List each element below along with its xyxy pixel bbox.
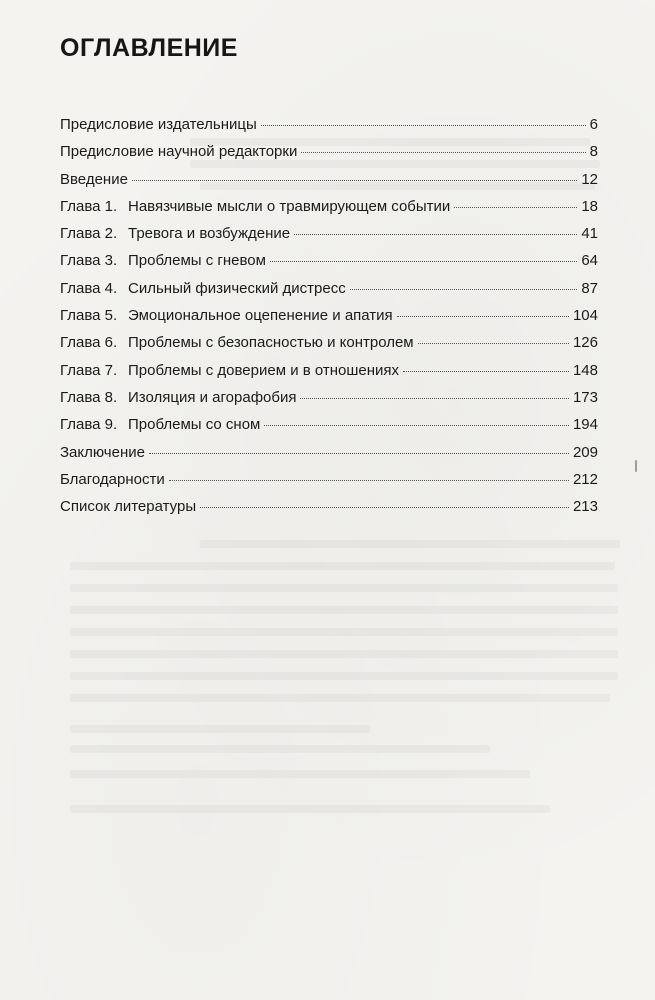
toc-entry — [60, 115, 598, 142]
toc-page-number: 41 — [581, 225, 598, 243]
dot-leader — [301, 152, 585, 153]
toc-entry — [60, 170, 598, 197]
toc-entry — [60, 251, 598, 278]
dot-leader — [397, 316, 569, 317]
toc-entry — [60, 415, 598, 442]
toc-entry-label: Изоляция и агорафобия — [128, 388, 297, 406]
toc-entry — [60, 333, 598, 360]
toc-chapter-number: Глава 8. — [60, 388, 118, 406]
dot-leader — [264, 425, 569, 426]
toc-entry-title — [60, 415, 260, 435]
toc-entry-title — [60, 251, 266, 271]
dot-leader — [169, 480, 569, 481]
show-through-line — [70, 745, 490, 753]
show-through-line — [70, 725, 370, 733]
show-through-line — [200, 540, 620, 548]
dot-leader — [270, 261, 577, 262]
toc-entry-label: Благодарности — [60, 470, 165, 488]
show-through-line — [70, 628, 618, 636]
show-through-line — [70, 805, 550, 813]
toc-page-number: 8 — [589, 143, 598, 161]
toc-page-number: 6 — [589, 116, 598, 133]
dot-leader — [350, 289, 578, 290]
toc-entry — [60, 470, 598, 497]
toc-entry-title — [60, 197, 450, 217]
dot-leader — [261, 125, 586, 126]
dot-leader — [200, 507, 569, 508]
toc-entry-title — [60, 115, 257, 135]
toc-entry-label: Проблемы с доверием и в отношениях — [128, 361, 400, 379]
toc-entry-label: Заключение — [60, 443, 145, 461]
toc-chapter-number: Глава 9. — [60, 416, 118, 434]
toc-entry-title — [60, 388, 296, 408]
toc-chapter-number: Глава 2. — [60, 225, 118, 243]
dot-leader — [418, 343, 569, 344]
toc-page-number: 209 — [572, 443, 598, 461]
toc-entry-title — [60, 279, 346, 299]
toc-chapter-number: Глава 7. — [60, 361, 118, 379]
toc-chapter-number: Глава 1. — [60, 197, 118, 215]
toc-entry-label: Проблемы со сном — [128, 416, 261, 434]
toc-entry-title — [60, 224, 290, 244]
dot-leader — [294, 234, 577, 235]
toc-entry-title — [60, 333, 414, 353]
toc-entry-title — [60, 170, 128, 190]
show-through-line — [70, 562, 615, 570]
paper-mark — [635, 460, 637, 472]
toc-page-number: 213 — [572, 498, 598, 516]
toc-entry-title — [60, 497, 196, 517]
toc-entry — [60, 142, 598, 169]
toc-page-number: 126 — [572, 334, 598, 352]
dot-leader — [300, 398, 568, 399]
toc-entry-label: Сильный физический дистресс — [128, 279, 346, 297]
toc-entry-label: Введение — [60, 170, 128, 188]
toc-page-number: 87 — [581, 279, 598, 297]
toc-page-number: 18 — [581, 197, 598, 215]
toc-entry-title — [60, 443, 145, 463]
toc-entry-label: Список литературы — [60, 498, 197, 516]
toc-page-number: 104 — [572, 307, 598, 325]
toc-entry-label: Навязчивые мысли о травмирующем событии — [128, 197, 451, 215]
dot-leader — [132, 180, 577, 181]
dot-leader — [149, 453, 569, 454]
toc-entry-label: Тревога и возбуждение — [128, 225, 291, 243]
toc-page-number: 212 — [572, 470, 598, 488]
toc-entry-title — [60, 306, 393, 326]
dot-leader — [403, 371, 569, 372]
toc-entry — [60, 497, 598, 524]
table-of-contents — [60, 115, 598, 524]
show-through-line — [70, 584, 618, 592]
toc-entry — [60, 388, 598, 415]
dot-leader — [454, 207, 577, 208]
show-through-line — [70, 694, 610, 702]
show-through-line — [70, 606, 618, 614]
toc-entry — [60, 279, 598, 306]
toc-chapter-number: Глава 3. — [60, 252, 118, 270]
toc-entry-title — [60, 361, 399, 381]
toc-entry-label: Проблемы с безопасностью и контролем — [128, 334, 414, 352]
toc-chapter-number: Глава 5. — [60, 307, 118, 325]
toc-page-number: 64 — [581, 252, 598, 270]
show-through-line — [70, 650, 618, 658]
toc-entry — [60, 197, 598, 224]
toc-page-number: 148 — [572, 361, 598, 379]
toc-entry-label: Эмоциональное оцепенение и апатия — [128, 307, 393, 325]
toc-entry — [60, 443, 598, 470]
toc-entry-title — [60, 142, 297, 162]
toc-entry-title — [60, 470, 165, 490]
toc-entry — [60, 361, 598, 388]
toc-chapter-number: Глава 4. — [60, 279, 118, 297]
toc-page-number: 173 — [572, 388, 598, 406]
toc-entry — [60, 224, 598, 251]
toc-chapter-number: Глава 6. — [60, 334, 118, 352]
toc-entry-label: Предисловие издательницы — [60, 116, 257, 133]
toc-entry — [60, 306, 598, 333]
toc-page-number: 194 — [572, 416, 598, 434]
toc-entry-label: Проблемы с гневом — [128, 252, 266, 270]
toc-entry-label: Предисловие научной редакторки — [60, 143, 298, 161]
show-through-line — [70, 672, 618, 680]
show-through-line — [70, 770, 530, 778]
toc-page-number: 12 — [581, 170, 598, 188]
page-title: ОГЛАВЛЕНИЕ — [60, 34, 238, 62]
